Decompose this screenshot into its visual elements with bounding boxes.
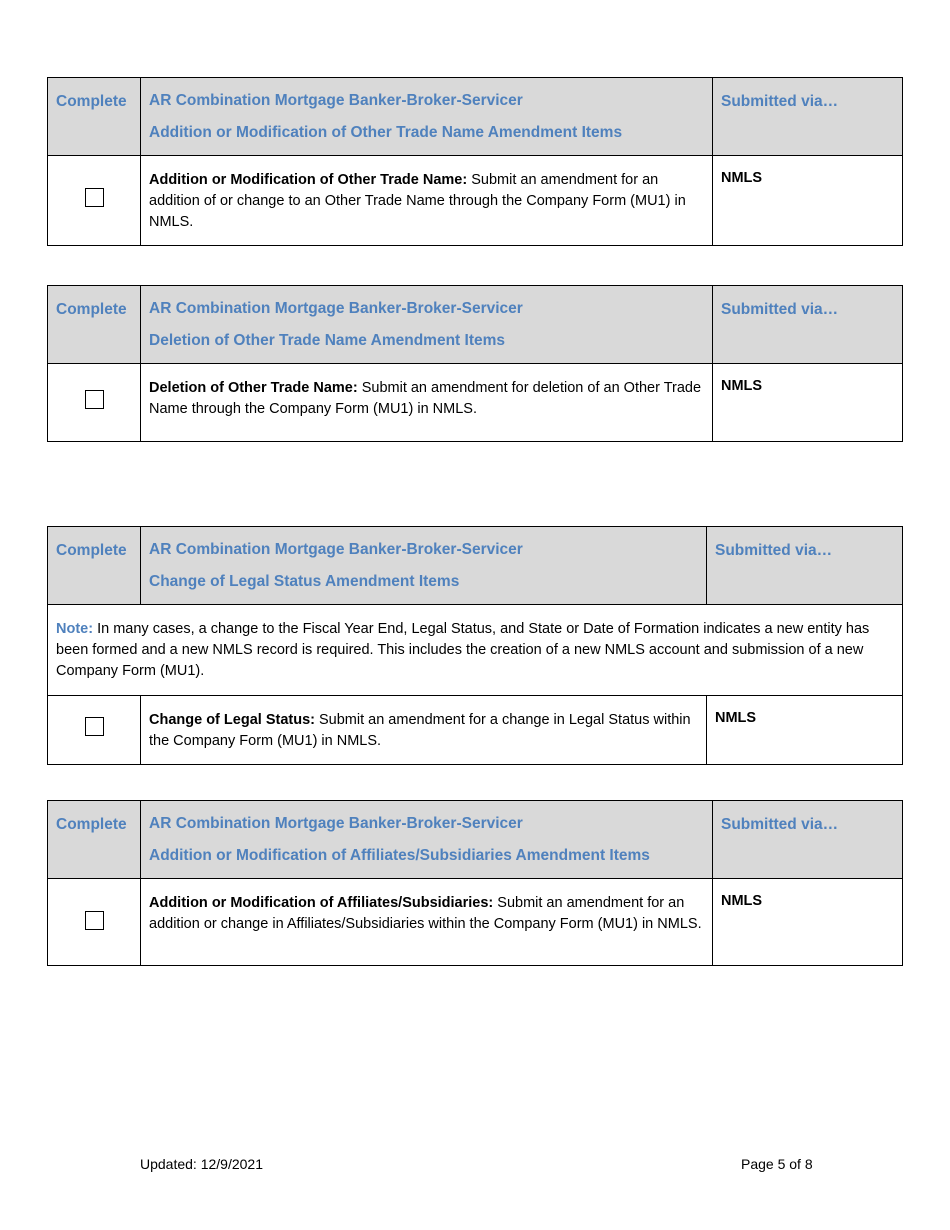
complete-checkbox[interactable]: [85, 717, 104, 736]
complete-header: Complete: [56, 542, 127, 559]
table-header-row: [48, 527, 903, 605]
complete-header: Complete: [56, 93, 127, 110]
submitted-via-value: NMLS: [721, 378, 763, 394]
complete-header: Complete: [56, 816, 127, 833]
table-title: AR Combination Mortgage Banker-Broker-Servicer Addition or Modification of Other Trade Name Amendment Items: [149, 92, 623, 141]
footer-page-number: Page 5 of 8: [741, 1156, 813, 1172]
item-description: Addition or Modification of Affiliates/Subsidiaries: Submit an amendment for an addition or change in Affiliates/Subsidiaries within the Company Form (MU1) in NMLS.: [149, 895, 702, 932]
amendment-table-affiliates: [47, 800, 903, 966]
submitted-via-value: NMLS: [721, 170, 763, 186]
table-title: AR Combination Mortgage Banker-Broker-Servicer Addition or Modification of Affiliates/Subsidiaries Amendment Items: [149, 815, 650, 864]
item-description: Addition or Modification of Other Trade Name: Submit an amendment for an addition of or change to an Other Trade Name through the Company Form (MU1) in NMLS.: [149, 172, 686, 230]
submitted-via-value: NMLS: [715, 710, 757, 726]
table-header-row: [48, 78, 903, 156]
complete-checkbox[interactable]: [85, 188, 104, 207]
complete-checkbox[interactable]: [85, 390, 104, 409]
table-row: [48, 879, 903, 966]
amendment-table-trade-name-deletion: [47, 285, 903, 442]
table-header-row: [48, 801, 903, 879]
submitted-via-value: NMLS: [721, 893, 763, 909]
table-title: AR Combination Mortgage Banker-Broker-Servicer Change of Legal Status Amendment Items: [149, 541, 523, 590]
complete-checkbox[interactable]: [85, 911, 104, 930]
table-row: [48, 696, 903, 765]
item-description: Change of Legal Status: Submit an amendment for a change in Legal Status within the Company Form (MU1) in NMLS.: [149, 712, 691, 749]
submitted-via-header: Submitted via…: [715, 542, 833, 559]
footer-updated: Updated: 12/9/2021: [140, 1156, 263, 1172]
table-row: [48, 364, 903, 442]
note-text: Note: In many cases, a change to the Fiscal Year End, Legal Status, and State or Date of Formation indicates a new entity has been formed and a new NMLS record is required. This includes the creation of a new NMLS account and submission of a new Company Form (MU1).: [48, 605, 903, 696]
submitted-via-header: Submitted via…: [721, 301, 839, 318]
amendment-table-trade-name-addition: [47, 77, 903, 246]
item-description: Deletion of Other Trade Name: Submit an amendment for deletion of an Other Trade Name through the Company Form (MU1) in NMLS.: [149, 380, 702, 417]
submitted-via-header: Submitted via…: [721, 816, 839, 833]
complete-header: Complete: [56, 301, 127, 318]
table-header-row: [48, 286, 903, 364]
submitted-via-header: Submitted via…: [721, 93, 839, 110]
amendment-table-legal-status: [47, 526, 903, 765]
table-row: [48, 156, 903, 246]
note-row: [48, 605, 903, 696]
table-title: AR Combination Mortgage Banker-Broker-Servicer Deletion of Other Trade Name Amendment Items: [149, 300, 523, 349]
